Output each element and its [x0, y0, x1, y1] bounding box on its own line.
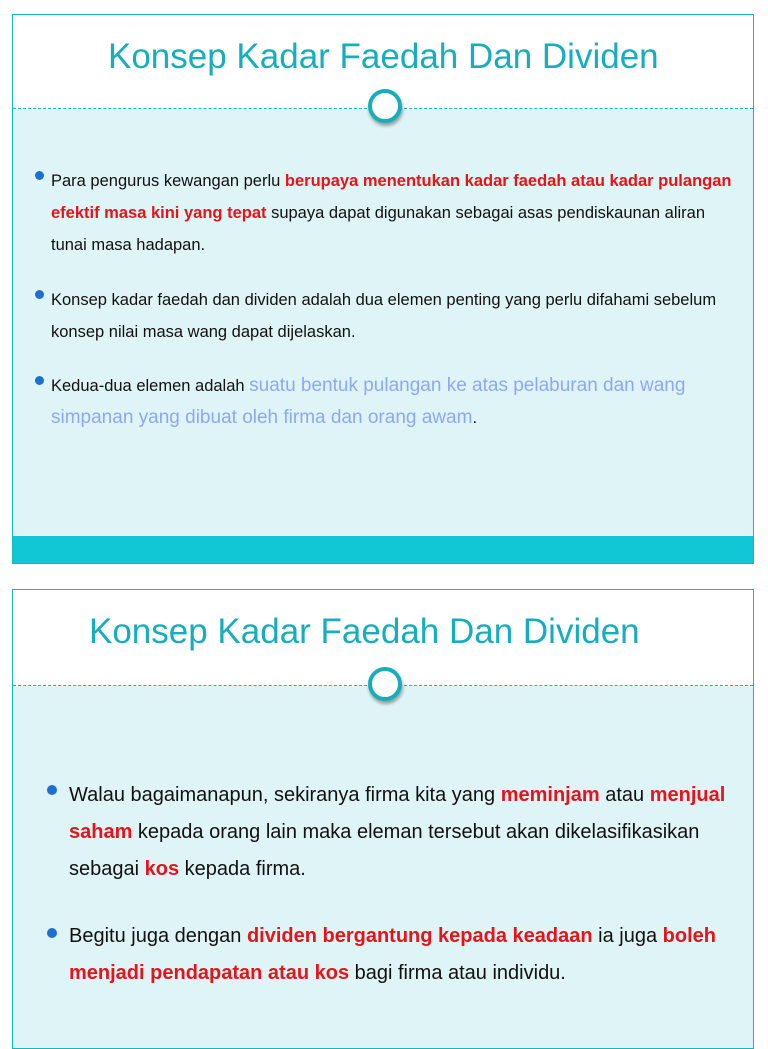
bullet-list — [35, 165, 735, 434]
bullet-item — [47, 777, 747, 888]
footer-accent-bar — [13, 536, 753, 563]
bullet-text: kepada orang lain maka eleman tersebut akan dikelasifikasikan sebagai — [69, 821, 700, 880]
bullet-dot-icon — [47, 928, 57, 938]
bullet-item — [35, 284, 735, 348]
ring-ornament-icon — [368, 89, 402, 123]
bullet-text: Kedua-dua elemen adalah — [51, 377, 250, 395]
bullet-item — [35, 165, 735, 261]
bullet-dot-icon — [35, 290, 44, 299]
ring-ornament-icon — [368, 667, 402, 701]
slide-2 — [12, 589, 754, 1049]
bullet-text: Para pengurus kewangan perlu — [51, 172, 285, 190]
slide-title: Konsep Kadar Faedah Dan Dividen — [108, 37, 659, 76]
bullet-emphasis: meminjam — [500, 784, 600, 806]
bullet-text: . — [472, 409, 478, 427]
bullet-list — [47, 777, 747, 992]
bullet-item — [35, 370, 735, 434]
bullet-text: Begitu juga dengan — [69, 925, 247, 947]
bullet-emphasis: kos — [144, 858, 180, 880]
bullet-emphasis: suatu bentuk pulangan ke atas pelaburan dan wang simpanan yang dibuat oleh firma dan orang awam — [51, 375, 686, 428]
slide-1 — [12, 14, 754, 564]
bullet-dot-icon — [47, 785, 57, 795]
bullet-text: atau — [599, 784, 650, 806]
bullet-dot-icon — [35, 171, 44, 180]
bullet-text: bagi firma atau individu. — [349, 962, 566, 984]
bullet-item — [47, 918, 747, 992]
bullet-text: supaya dapat digunakan sebagai asas pendiskaunan aliran tunai masa hadapan. — [51, 204, 705, 254]
bullet-emphasis: dividen bergantung kepada keadaan — [246, 925, 593, 947]
bullet-text: kepada firma. — [179, 858, 306, 880]
bullet-emphasis: boleh menjadi pendapatan atau kos — [69, 925, 716, 984]
bullet-text: Walau bagaimanapun, sekiranya firma kita yang — [69, 784, 501, 806]
slide-title: Konsep Kadar Faedah Dan Dividen — [89, 612, 640, 651]
bullet-text: ia juga — [592, 925, 663, 947]
bullet-text: Konsep kadar faedah dan dividen adalah dua elemen penting yang perlu difahami sebelum konsep nilai masa wang dapat dijelaskan. — [51, 291, 717, 341]
bullet-emphasis: berupaya menentukan kadar faedah atau kadar pulangan efektif masa kini yang tepat — [51, 172, 732, 222]
bullet-emphasis: menjual saham — [69, 784, 726, 843]
bullet-dot-icon — [35, 376, 44, 385]
